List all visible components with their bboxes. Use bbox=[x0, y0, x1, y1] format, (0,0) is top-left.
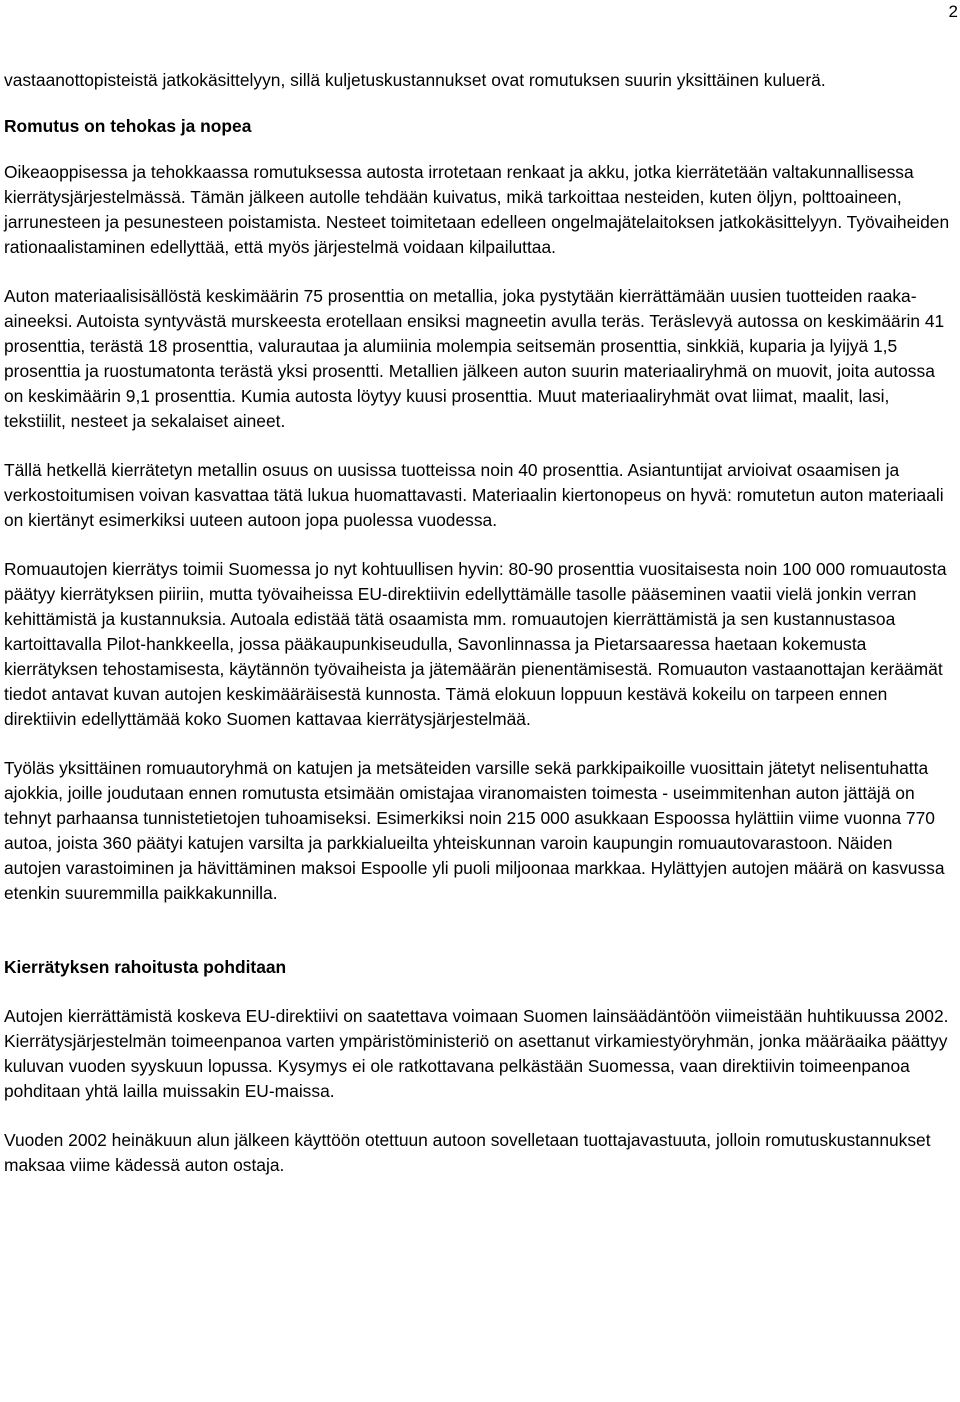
paragraph-materials: Auton materiaalisisällöstä keskimäärin 75 prosenttia on metallia, joka pystytään kierrättämään uusien tuotteiden raaka-aineeksi. Autoista syntyvästä murskeesta erotellaan ensiksi magneetin avulla teräs. Teräslevyä autossa on keskimäärin 41 prosenttia, terästä 18 prosenttia, valurautaa ja alumiinia molempia seitsemän prosenttia, sinkkiä, kuparia ja lyijyä 1,5 prosenttia ja ruostumatonta terästä yksi prosentti. Metallien jälkeen auton suurin materiaaliryhmä on muovit, joita autossa on keskimäärin 9,1 prosenttia. Kumia autosta löytyy kuusi prosenttia. Muut materiaaliryhmät ovat liimat, maalit, lasi, tekstiilit, nesteet ja sekalaiset aineet. bbox=[4, 286, 945, 431]
section-heading-rahoitus: Kierrätyksen rahoitusta pohditaan bbox=[4, 957, 287, 977]
paragraph-romutus-process: Oikeaoppisessa ja tehokkaassa romutuksessa autosta irrotetaan renkaat ja akku, jotka kierrätetään valtakunnallisessa kierrätysjärjestelmässä. Tämän jälkeen autolle tehdään kuivatus, mikä tarkoittaa nesteiden, kuten öljyn, polttoaineen, jarrunesteen ja pesunesteen poistamista. Nesteet toimitetaan edelleen ongelmajätelaitoksen jatkokäsittelyyn. Työvaiheiden rationaalistaminen edellyttää, että myös järjestelmä voidaan kilpailuttaa. bbox=[4, 162, 950, 257]
paragraph-eu-directive: Autojen kierrättämistä koskeva EU-direktiivi on saatettava voimaan Suomen lainsäädäntöön viimeistään huhtikuussa 2002. Kierrätysjärjestelmän toimeenpanoa varten ympäristöministeriö on asettanut virkamiestyöryhmän, jonka määräaika päättyy kuluvan vuoden syyskuun lopussa. Kysymys ei ole ratkottavana pelkästään Suomessa, vaan direktiivin toimeenpanoa pohditaan yhtä lailla muissakin EU-maissa. bbox=[4, 1006, 949, 1101]
paragraph-recycled-metal: Tällä hetkellä kierrätetyn metallin osuus on uusissa tuotteissa noin 40 prosenttia. Asiantuntijat arvioivat osaamisen ja verkostoitumisen voivan kasvattaa tätä lukua huomattavasti. Materiaalin kiertonopeus on hyvä: romutetun auton materiaali on kiertänyt esimerkiksi uuteen autoon jopa puolessa vuodessa. bbox=[4, 460, 944, 530]
paragraph-producer-responsibility: Vuoden 2002 heinäkuun alun jälkeen käyttöön otettuun autoon sovelletaan tuottajavastuuta, jolloin romutuskustannukset maksaa viime kädessä auton ostaja. bbox=[4, 1130, 931, 1175]
paragraph-finland-recycling: Romuautojen kierrätys toimii Suomessa jo nyt kohtuullisen hyvin: 80-90 prosenttia vuositaisesta noin 100 000 romuautosta päätyy kierrätyksen piiriin, mutta työvaiheissa EU-direktiivin edellyttämälle tasolle pääseminen vaatii vielä jonkin verran kehittämistä ja kustannuksia. Autoala edistää tätä osaamista mm. romuautojen kierrättämistä ja sen kustannustasoa kartoittavalla Pilot-hankkeella, jossa pääkaupunkiseudulla, Savonlinnassa ja Pietarsaaressa haetaan kokemusta kierrätyksen tehostamisesta, käytännön työvaiheista ja jätemäärän pienentämisestä. Romuauton vastaanottajan keräämät tiedot antavat kuvan autojen keskimääräisestä kunnosta. Tämä elokuun loppuun kestävä kokeilu on tarpeen ennen direktiivin edellyttämää koko Suomen kattavaa kierrätysjärjestelmää. bbox=[4, 559, 947, 729]
section-heading-romutus: Romutus on tehokas ja nopea bbox=[4, 116, 252, 136]
document-body bbox=[4, 68, 954, 1178]
page-number: 2 bbox=[948, 2, 958, 21]
paragraph-abandoned-cars: Työläs yksittäinen romuautoryhmä on katujen ja metsäteiden varsille sekä parkkipaikoille vuosittain jätetyt nelisentuhatta ajokkia, joille joudutaan ennen romutusta etsimään omistajaa viranomaisten toimesta - useimmitenhan auton jättäjä on tehnyt parhaansa tunnistetietojen tuhoamiseksi. Esimerkiksi noin 215 000 asukkaan Espoossa hylättiin viime vuonna 770 autoa, joista 360 päätyi katujen varsilta ja parkkialueilta yhteiskunnan varoin kaupungin romuautovarastoon. Näiden autojen varastoiminen ja hävittäminen maksoi Espoolle yli puoli miljoonaa markkaa. Hylättyjen autojen määrä on kasvussa etenkin suuremmilla paikkakunnilla. bbox=[4, 758, 945, 903]
paragraph-continuation: vastaanottopisteistä jatkokäsittelyyn, sillä kuljetuskustannukset ovat romutuksen suurin yksittäinen kuluerä. bbox=[4, 70, 826, 90]
